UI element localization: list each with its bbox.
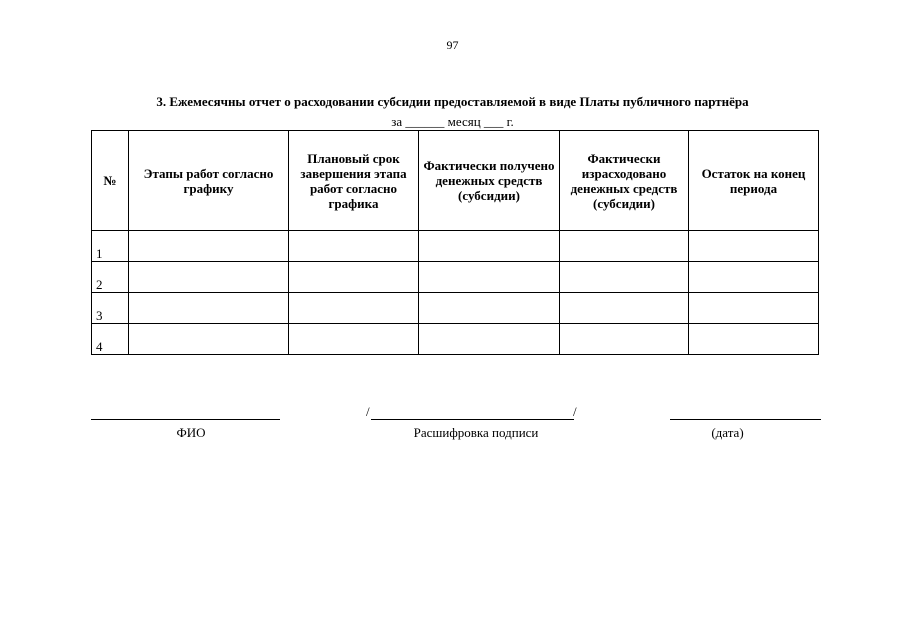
table-row <box>92 293 819 324</box>
table-cell <box>289 324 419 355</box>
signature-slash-left: / <box>366 404 370 419</box>
table-cell <box>560 231 689 262</box>
report-title: 3. Ежемесячны отчет о расходовании субсидии предоставляемой в виде Платы публичного партнёра <box>156 94 749 109</box>
signature-slash-right: / <box>573 404 577 419</box>
header-funds-spent: Фактически израсходовано денежных средств (субсидии) <box>560 131 689 231</box>
table-row <box>92 324 819 355</box>
table-cell <box>689 231 819 262</box>
report-table <box>91 130 819 355</box>
header-work-stages: Этапы работ согласно графику <box>129 131 289 231</box>
table-cell <box>419 231 560 262</box>
table-cell <box>689 324 819 355</box>
table-row <box>92 231 819 262</box>
table-cell <box>289 293 419 324</box>
table-cell <box>560 324 689 355</box>
signature-line-date <box>670 419 821 420</box>
row-number: 1 <box>92 231 129 262</box>
header-balance: Остаток на конец периода <box>689 131 819 231</box>
table-cell <box>129 231 289 262</box>
row-number: 2 <box>92 262 129 293</box>
table-cell <box>289 231 419 262</box>
table-cell <box>129 262 289 293</box>
table-cell <box>689 262 819 293</box>
report-period: за ______ месяц ___ г. <box>391 114 514 129</box>
table-cell <box>419 293 560 324</box>
date-label: (дата) <box>711 425 744 440</box>
header-funds-received: Фактически получено денежных средств (субсидии) <box>419 131 560 231</box>
row-number: 3 <box>92 293 129 324</box>
table-cell <box>129 324 289 355</box>
table-row <box>92 262 819 293</box>
table-cell <box>419 262 560 293</box>
header-number: № <box>92 131 129 231</box>
table-cell <box>419 324 560 355</box>
table-cell <box>560 293 689 324</box>
table-cell <box>560 262 689 293</box>
header-planned-deadline: Плановый срок завершения этапа работ согласно графика <box>289 131 419 231</box>
table-cell <box>129 293 289 324</box>
table-header-row <box>92 131 819 231</box>
table-cell <box>689 293 819 324</box>
table-cell <box>289 262 419 293</box>
signature-line-fio <box>91 419 280 420</box>
fio-label: ФИО <box>176 425 206 440</box>
row-number: 4 <box>92 324 129 355</box>
signature-line-decoding <box>371 419 574 420</box>
decoding-label: Расшифровка подписи <box>413 425 539 440</box>
page-number: 97 <box>446 38 459 52</box>
